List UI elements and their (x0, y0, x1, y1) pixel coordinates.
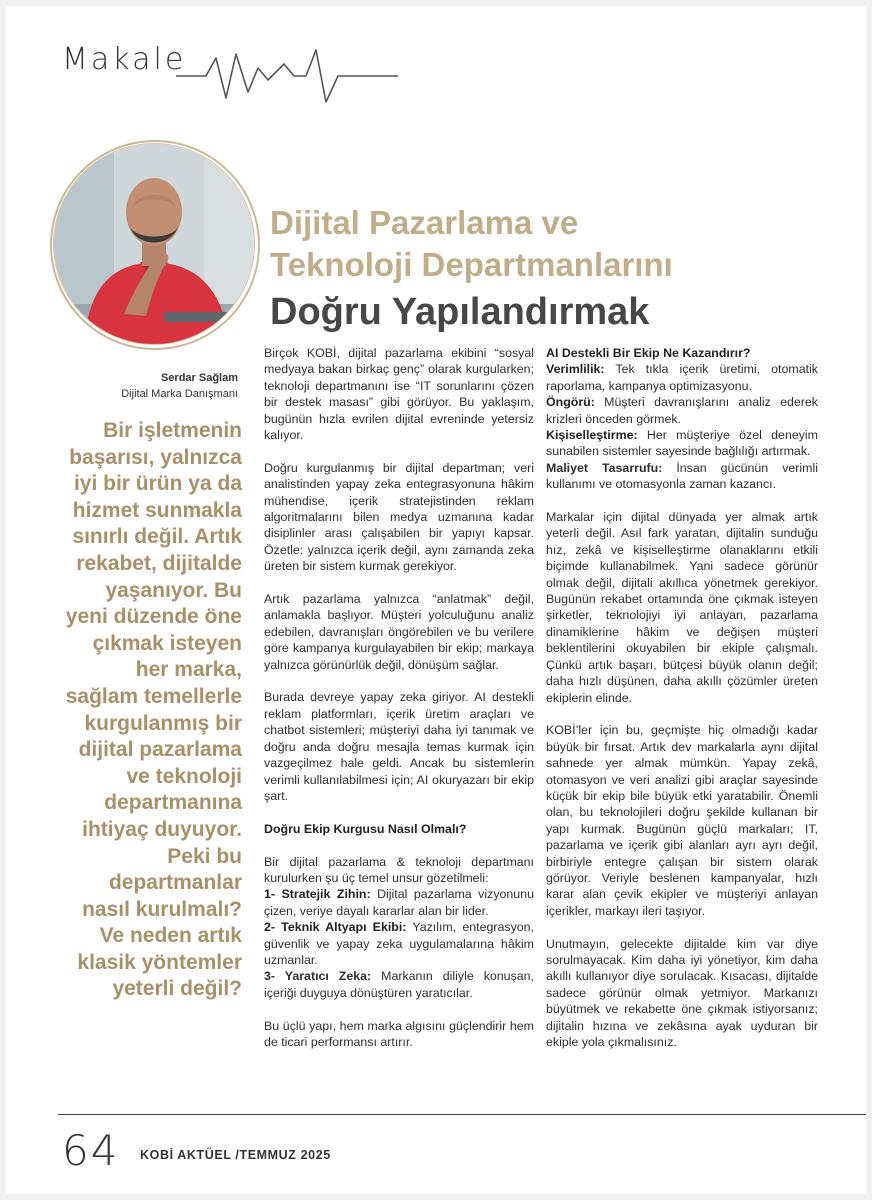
list-item-label: Öngörü: (546, 395, 595, 410)
list-item-label: Kişiselleştirme: (546, 428, 638, 443)
article-column-right (546, 345, 818, 1067)
magazine-issue: KOBİ AKTÜEL /TEMMUZ 2025 (140, 1148, 331, 1162)
author-photo (54, 144, 254, 344)
magazine-page (6, 6, 866, 1194)
list-item-text: Dijital pazarlama vizyonunu çizen, veriye dayalı kararlar alan bir lider. (264, 887, 534, 918)
paragraph: Markalar için dijital dünyada yer almak artık yeterli değil. Asıl fark yaratan, dijitalin sunduğu hız, zekâ ve kişiselleştirme olanaklarını etkili biçimde kullanabilmek. Yani sadece görünür olmak değil, dijitali akıllıca yönetmek gerekiyor. Bugünün rekabet ortamında öne çıkmak isteyen şirketler, teknolojiyi iyi anlayan, pazarlama dinamiklerine hâkim ve değişen müşteri beklentilerini okuyabilen bir ekiple çalışmalı. Çünkü artık başarı, bütçesi büyük olanın değil; daha hızlı düşünen, daha akıllı çözümler üreten ekiplerin elinde. (546, 510, 818, 705)
subheading: Doğru Ekip Kurgusu Nasıl Olmalı? (264, 821, 467, 836)
list-item-label: 3- Yaratıcı Zeka: (264, 969, 372, 984)
list-item (264, 919, 534, 968)
paragraph: Unutmayın, gelecekte dijitalde kim var diye sorulmayacak. Kim daha iyi yönetiyor, kim daha akıllı kullanıyor diye sorulacak. Kısacası, dijitalde sadece görünür olmak yetmiyor. Markanızı büyütmek ve rekabette öne çıkmak istiyorsanız; dijitalin hızına ve zekâsına ayak uyduran bir ekiple yola çıkmalısınız. (546, 936, 818, 1050)
paragraph: KOBİ’ler için bu, geçmişte hiç olmadığı kadar büyük bir fırsat. Artık dev markalarla aynı dijital sahnede yer almak mümkün. Yapay zekâ, otomasyon ve veri analizi gibi araçlar sayesinde küçük bir ekip bile büyük etki yaratabilir. Önemli olan, bu teknolojileri doğru şekilde kullanan bir yapı kurmak. Bugünün güçlü markaları; IT, pazarlama ve içerik gibi alanları ayrı ayrı değil, birbiriyle entegre çalışan bir sistem olarak görüyor. Veriyle beslenen kampanyalar, hızlı karar alan çevik ekipler ve müşteriyi anlayan içerikler, markayı ileri taşıyor. (546, 723, 818, 918)
list-item-text: Tek tıkla içerik üretimi, otomatik raporlama, kampanya optimizasyonu. (546, 362, 818, 393)
page-number: 64 (62, 1126, 120, 1175)
list-item-text: İnsan gücünün verimli kullanımı ve otomasyonla zaman kazancı. (546, 460, 818, 492)
author-role: Dijital Marka Danışmanı (121, 388, 238, 400)
pulse-line-icon (176, 46, 398, 108)
list-item-label: 2- Teknik Altyapı Ekibi: (264, 920, 407, 935)
paragraph: Bu üçlü yapı, hem marka algısını güçlendirir hem de ticari performansı artırır. (264, 1018, 534, 1049)
list-item-text: Markanın diliyle konuşan, içeriği duyguya dönüştüren yaratıcılar. (264, 969, 534, 1000)
section-label: Makale (62, 42, 187, 77)
title-line-2: Teknoloji Departmanlarını (270, 246, 673, 283)
article-column-left (264, 345, 534, 1067)
article-title (270, 202, 790, 286)
list-item-text: Müşteri davranışlarını analiz ederek krizleri önceden görmek. (546, 395, 818, 426)
list-item (546, 361, 818, 394)
list-item-label: 1- Stratejik Zihin: (264, 887, 371, 902)
author-name: Serdar Sağlam (160, 372, 238, 384)
list-item (264, 968, 534, 1001)
list-item (546, 394, 818, 427)
list-item-text: Her müşteriye özel deneyim sunabilen sistemler sayesinde bağlılığı artırmak. (546, 428, 818, 459)
list-item (264, 886, 534, 919)
list-item-label: Verimlilik: (546, 362, 605, 377)
paragraph: Artık pazarlama yalnızca “anlatmak” değil, anlamakla başlıyor. Müşteri yolculuğunu analiz edebilen, davranışları öngörebilen ve bu verilere göre kampanya kurgulayabilen bir ekip; markaya yalnızca görünürlük değil, dönüşüm sağlar. (264, 592, 534, 672)
paragraph: Doğru kurgulanmış bir dijital departman; veri analistinden yapay zeka entegrasyonuna hâkim mühendise, içerik stratejistinden reklam algoritmalarını bilen medya uzmanına kadar disiplinler arası çalışabilen bir yapıyı kapsar. Özetle: yalnızca içerik değil, aynı zamanda zeka üreten bir sistem kurmak gerekiyor. (264, 460, 534, 574)
paragraph: Bir dijital pazarlama & teknoloji departmanı kurulurken şu üç temel unsur gözetilmeli: (264, 854, 534, 885)
title-line-1: Dijital Pazarlama ve (270, 204, 579, 241)
subheading: AI Destekli Bir Ekip Ne Kazandırır? (546, 346, 751, 360)
list-item-text: Yazılım, entegrasyon, güvenlik ve yapay zeka uygulamalarına hâkim uzmanlar. (264, 920, 534, 967)
article-title-emphasis: Doğru Yapılandırmak (270, 291, 650, 333)
list-item (546, 460, 818, 493)
paragraph: Burada devreye yapay zeka giriyor. AI destekli reklam platformları, içerik üretim araçları ve chatbot sistemleri; müşteriyi daha iyi tanımak ve doğru anda doğru mesajla temas kurmak için vazgeçilmez hale geldi. Ancak bu sistemlerin verimli kullanılabilmesi için; AI okuryazarı bir ekip şart. (264, 690, 534, 803)
footer-divider (58, 1114, 866, 1115)
list-item (546, 427, 818, 460)
author-portrait-illustration (54, 144, 254, 344)
pull-quote: Bir işletmenin başarısı, yalnızca iyi bir ürün ya da hizmet sunmakla sınırlı değil. Artık rekabet, dijitalde yaşanıyor. Bu yeni düzende öne çıkmak isteyen her marka, sağlam temellerle kurgulanmış bir dijital pazarlama ve teknoloji departmanına ihtiyaç duyuyor. Peki bu departmanlar nasıl kurulmalı? Ve neden artık klasik yöntemler yeterli değil? (65, 419, 242, 1001)
paragraph: Birçok KOBİ, dijital pazarlama ekibini “sosyal medyaya bakan birkaç genç” olarak kurgularken; teknoloji departmanını ise “IT sorunlarını çözen bir destek masası” gibi görüyor. Bu yaklaşım, bugünün hızla evrilen dijital evreninde yetersiz kalıyor. (264, 346, 534, 443)
list-item-label: Maliyet Tasarrufu: (546, 460, 663, 475)
